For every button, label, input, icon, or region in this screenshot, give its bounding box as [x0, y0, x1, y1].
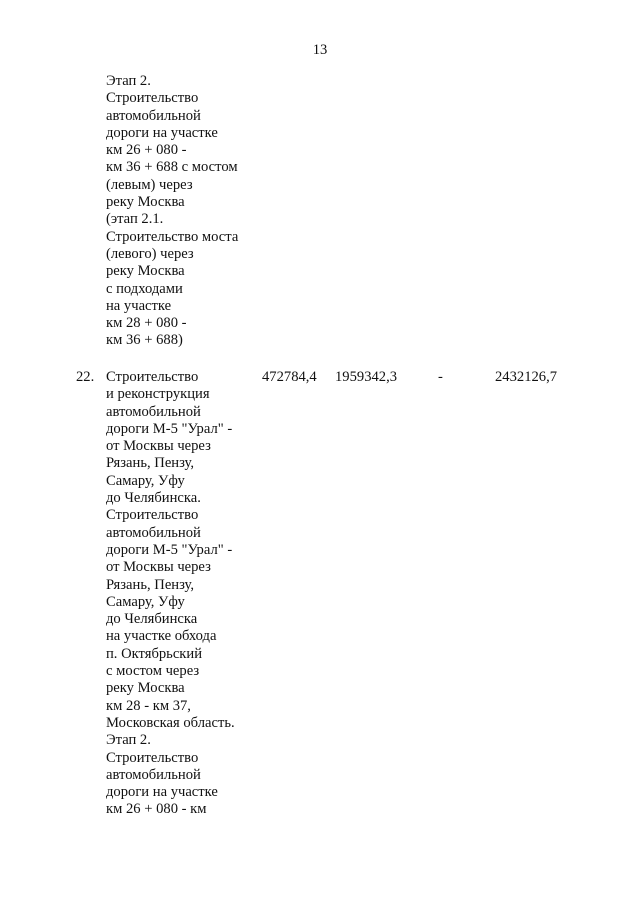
- text-line: (левого) через: [106, 245, 194, 262]
- text-line: (этап 2.1.: [106, 211, 164, 228]
- text-line: от Москвы через: [106, 438, 211, 455]
- text-line: п. Октябрьский: [106, 645, 203, 662]
- text-line: до Челябинска: [106, 611, 198, 628]
- text-line: с мостом через: [106, 663, 200, 680]
- text-line: дороги на участке: [106, 784, 218, 801]
- text-line: Строительство моста: [106, 228, 239, 245]
- continued-description: [106, 73, 238, 350]
- text-line: от Москвы через: [106, 559, 211, 576]
- text-line: реку Москва: [106, 263, 185, 280]
- text-line: км 28 + 080 -: [106, 315, 187, 332]
- row-value-3: -: [438, 369, 443, 385]
- text-line: автомобильной: [106, 107, 201, 124]
- row-value-4: 2432126,7: [495, 369, 558, 385]
- text-line: на участке обхода: [106, 628, 217, 645]
- row-number: 22.: [76, 369, 95, 385]
- row-description: [106, 369, 235, 819]
- page-number: 13: [312, 42, 328, 58]
- text-line: Московская область.: [106, 714, 235, 731]
- text-line: км 36 + 688 с мостом: [106, 159, 238, 176]
- text-line: Самару, Уфу: [106, 472, 185, 489]
- text-line: км 28 - км 37,: [106, 697, 191, 714]
- text-line: Рязань, Пензу,: [106, 455, 195, 472]
- text-line: км 36 + 688): [106, 332, 183, 349]
- text-line: реку Москва: [106, 680, 185, 697]
- text-line: Рязань, Пензу,: [106, 576, 195, 593]
- text-line: автомобильной: [106, 403, 201, 420]
- text-line: (левым) через: [106, 176, 193, 193]
- text-line: км 26 + 080 -: [106, 142, 187, 159]
- text-line: Строительство: [106, 507, 199, 524]
- text-line: Строительство: [106, 749, 199, 766]
- text-line: дороги М-5 "Урал" -: [106, 541, 233, 558]
- text-line: с подходами: [106, 280, 183, 297]
- text-line: автомобильной: [106, 524, 201, 541]
- text-line: Самару, Уфу: [106, 593, 185, 610]
- text-line: дороги М-5 "Урал" -: [106, 420, 233, 437]
- text-line: автомобильной: [106, 766, 201, 783]
- text-line: до Челябинска.: [106, 490, 201, 507]
- text-line: на участке: [106, 297, 172, 314]
- text-line: Строительство: [106, 90, 199, 107]
- row-value-1: 472784,4: [262, 369, 317, 385]
- text-line: Этап 2.: [106, 73, 151, 89]
- text-line: реку Москва: [106, 194, 185, 211]
- text-line: дороги на участке: [106, 124, 218, 141]
- text-line: Строительство: [106, 369, 199, 385]
- text-line: Этап 2.: [106, 732, 151, 749]
- text-line: км 26 + 080 - км: [106, 801, 207, 818]
- row-value-2: 1959342,3: [335, 369, 398, 385]
- text-line: и реконструкция: [106, 386, 210, 403]
